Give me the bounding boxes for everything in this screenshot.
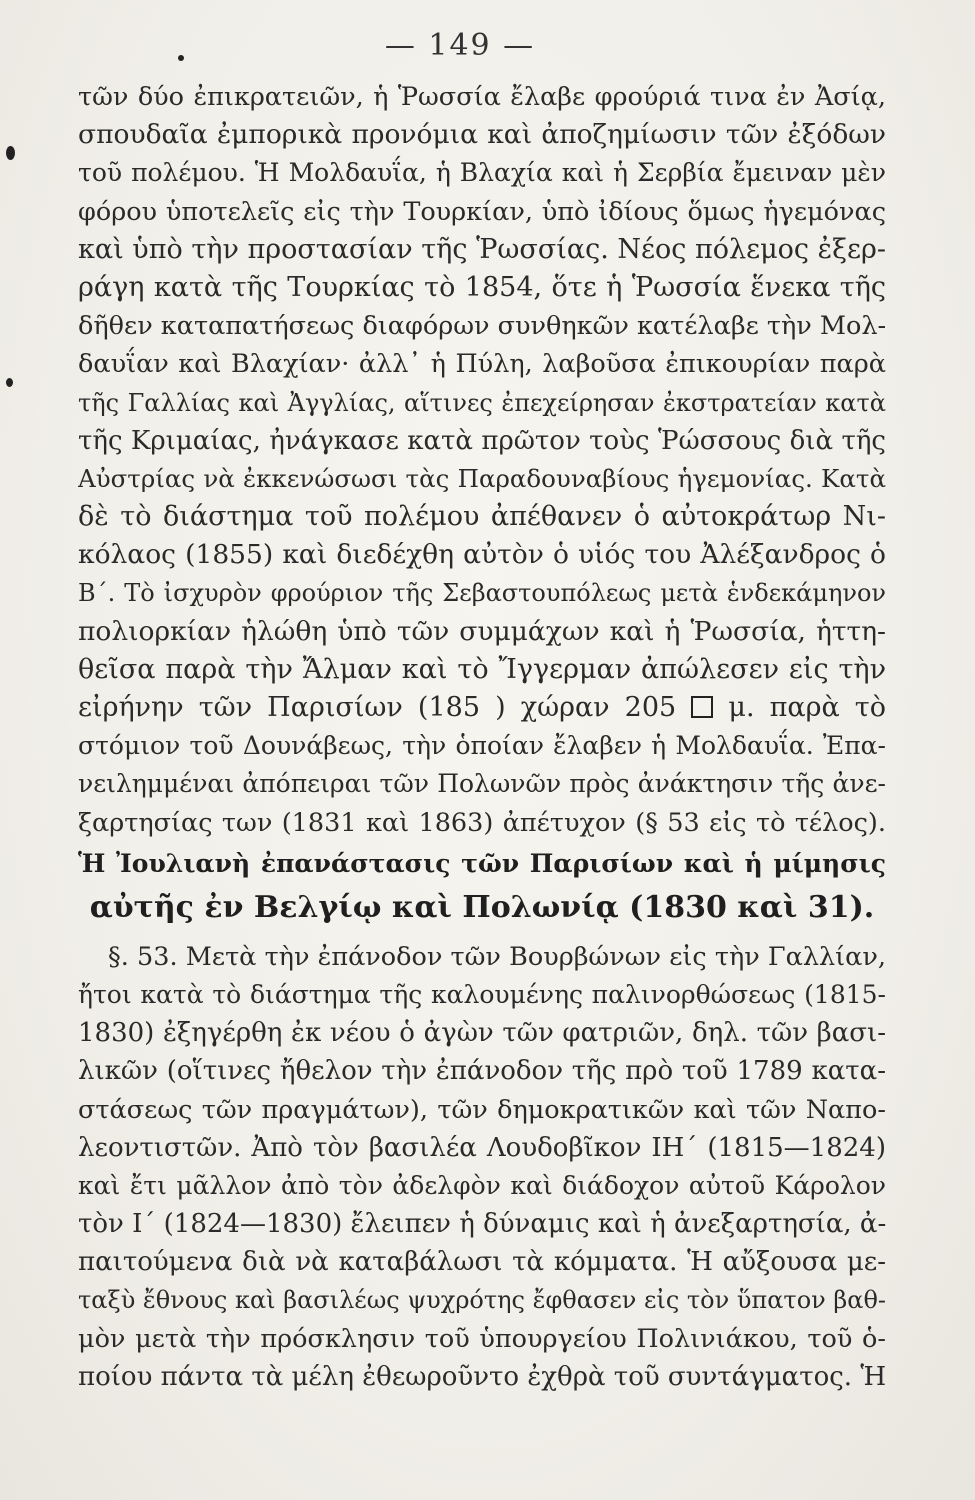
text-line: δαυΐαν καὶ Βλαχίαν· ἀλλ᾽ ἡ Πύλη, λαβοῦσα ἐπικουρίαν παρὰ xyxy=(78,349,886,380)
ink-dot-left-2 xyxy=(6,378,13,387)
text-line: ξαρτησίας των (1831 καὶ 1863) ἀπέτυχον (§ 53 εἰς τὸ τέλος). xyxy=(78,807,886,838)
text-line: τῶν δύο ἐπικρατειῶν, ἡ Ῥωσσία ἔλαβε φρούριά τινα ἐν Ἀσίᾳ, xyxy=(78,82,886,112)
text-line: ταξὺ ἔθνους καὶ βασιλέως ψυχρότης ἔφθασεν εἰς τὸν ὕπατον βαθ- xyxy=(78,1286,886,1315)
section-heading xyxy=(78,842,886,930)
body-text xyxy=(78,78,886,1396)
text-line: μὸν μετὰ τὴν πρόσκλησιν τοῦ ὑπουργείου Πολινιάκου, τοῦ ὁ- xyxy=(78,1323,886,1354)
ink-dot-left-1 xyxy=(6,146,15,160)
paragraph-2 xyxy=(78,938,886,1396)
text-line: 1830) ἐξηγέρθη ἐκ νέου ὁ ἀγὼν τῶν φατριῶν, δηλ. τῶν βασι- xyxy=(78,1018,886,1049)
text-line: δὲ τὸ διάστημα τοῦ πολέμου ἀπέθανεν ὁ αὐτοκράτωρ Νι- xyxy=(78,501,886,533)
text-line: καὶ ἔτι μᾶλλον ἀπὸ τὸν ἀδελφὸν καὶ διάδοχον αὐτοῦ Κάρολον xyxy=(78,1170,886,1200)
heading-line: αὐτῆς ἐν Βελγίῳ καὶ Πολωνίᾳ (1830 καὶ 31). xyxy=(89,889,875,925)
text-line: νειλημμέναι ἀπόπειραι τῶν Πολωνῶν πρὸς ἀνάκτησιν τῆς ἀνε- xyxy=(78,769,886,799)
text-line: λεοντιστῶν. Ἀπὸ τὸν βασιλέα Λουδοβῖκον ΙΗ΄ (1815—1824) xyxy=(78,1132,886,1163)
text-line: φόρου ὑποτελεῖς εἰς τὴν Τουρκίαν, ὑπὸ ἰδίους ὅμως ἡγεμόνας xyxy=(78,196,886,227)
heading-line: Ἡ Ἰουλιανὴ ἐπανάστασις τῶν Παρισίων καὶ ἡ μίμησις xyxy=(78,848,886,878)
text-line: παιτούμενα διὰ νὰ καταβάλωσι τὰ κόμματα. Ἡ αὔξουσα με- xyxy=(78,1247,886,1278)
text-line: Αὐστρίας νὰ ἐκκενώσωσι τὰς Παραδουναβίους ἡγεμονίας. Κατὰ xyxy=(78,463,886,493)
page-number: — 149 — xyxy=(384,28,536,63)
text-line: καὶ ὑπὸ τὴν προστασίαν τῆς Ῥωσσίας. Νέος πόλεμος ἐξερ- xyxy=(78,233,886,265)
text-line: §. 53. Μετὰ τὴν ἐπάνοδον τῶν Βουρβώνων εἰς τὴν Γαλλίαν, xyxy=(108,941,886,972)
text-line: θεῖσα παρὰ τὴν Ἄλμαν καὶ τὸ Ἴγγερμαν ἀπώλεσεν εἰς τὴν xyxy=(78,653,886,685)
ink-dot-top xyxy=(178,55,184,61)
text-line: ἤτοι κατὰ τὸ διάστημα τῆς καλουμένης παλινορθώσεως (1815- xyxy=(78,979,886,1009)
text-line: τῆς Κριμαίας, ἠνάγκασε κατὰ πρῶτον τοὺς Ῥώσσους διὰ τῆς xyxy=(78,425,886,456)
text-line: Β΄. Τὸ ἰσχυρὸν φρούριον τῆς Σεβαστουπόλεως μετὰ ἑνδεκάμηνον xyxy=(78,579,886,608)
text-line: ράγη κατὰ τῆς Τουρκίας τὸ 1854, ὅτε ἡ Ῥωσσία ἕνεκα τῆς xyxy=(78,271,886,303)
text-line: στόμιον τοῦ Δουνάβεως, τὴν ὁποίαν ἔλαβεν ἡ Μολδαυΐα. Ἐπα- xyxy=(78,731,886,761)
square-symbol-icon xyxy=(691,696,713,718)
text-line: στάσεως τῶν πραγμάτων), τῶν δημοκρατικῶν καὶ τῶν Ναπο- xyxy=(78,1094,886,1125)
text-line: σπουδαῖα ἐμπορικὰ προνόμια καὶ ἀποζημίωσιν τῶν ἐξόδων xyxy=(78,119,886,151)
paragraph-1 xyxy=(78,78,886,842)
text-line: τοῦ πολέμου. Ἡ Μολδαυΐα, ἡ Βλαχία καὶ ἡ Σερβία ἔμειναν μὲν xyxy=(78,158,886,188)
text-line: κόλαος (1855) καὶ διεδέχθη αὐτὸν ὁ υἱός του Ἀλέξανδρος ὁ xyxy=(78,539,886,571)
text-line-with-square xyxy=(78,689,886,727)
line-part: μ. παρὰ τὸ xyxy=(728,692,886,723)
text-line: πολιορκίαν ἡλώθη ὑπὸ τῶν συμμάχων καὶ ἡ Ῥωσσία, ἡττη- xyxy=(78,615,886,647)
line-part: εἰρήνην τῶν Παρισίων (185 ) χώραν 205 xyxy=(78,692,677,723)
text-line: δῆθεν καταπατήσεως διαφόρων συνθηκῶν κατέλαβε τὴν Μολ- xyxy=(78,311,886,342)
text-line: τῆς Γαλλίας καὶ Ἀγγλίας, αἵτινες ἐπεχείρησαν ἐκστρατείαν κατὰ xyxy=(78,388,886,417)
text-line: λικῶν (οἵτινες ἤθελον τὴν ἐπάνοδον τῆς πρὸ τοῦ 1789 κατα- xyxy=(78,1056,886,1087)
text-line: τὸν Ι΄ (1824—1830) ἔλειπεν ἡ δύναμις καὶ ἡ ἀνεξαρτησία, ἀ- xyxy=(78,1209,886,1240)
text-line: ποίου πάντα τὰ μέλη ἐθεωροῦντο ἐχθρὰ τοῦ συντάγματος. Ἡ xyxy=(78,1361,886,1392)
